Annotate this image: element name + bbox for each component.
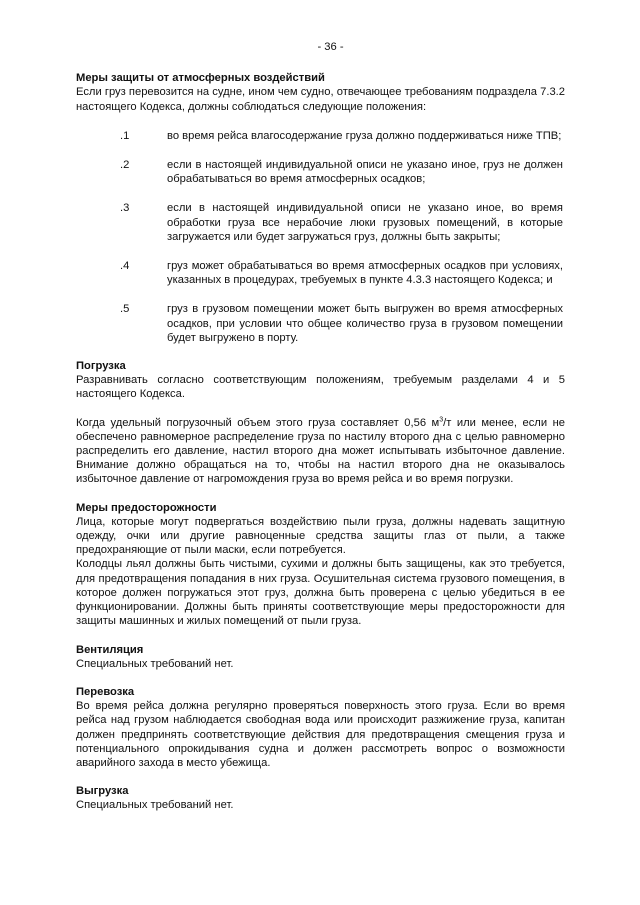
list-item-text: груз может обрабатываться во время атмосферных осадков при условиях, указанных в процедурах, требуемых в пункте 4.3.3 настоящего Кодекса; и	[167, 260, 563, 287]
carriage-section	[76, 685, 565, 770]
precautions-heading: Меры предосторожности	[76, 501, 217, 514]
loading-section	[76, 359, 565, 487]
carriage-text: Во время рейса должна регулярно проверяться поверхность этого груза. Если во время рейса над грузом наблюдается свободная вода или происходит разжижение груза, капитан должен предпринять соответствующие действия для предотвращения смещения груза и потенциального опрокидывания судна и должен рассмотреть вопрос о возможности аварийного захода в место убежища.	[76, 700, 565, 769]
list-item-number: .5	[120, 303, 130, 316]
list-item-number: .4	[120, 260, 130, 273]
list-item-text: если в настоящей индивидуальной описи не указано иное, во время обработки груза все нерабочие люки грузовых помещений, в которые загружается или будет загружаться груз, должны быть закрыты;	[167, 202, 563, 243]
list-item-text: если в настоящей индивидуальной описи не указано иное, груз не должен обрабатываться во время атмосферных осадков;	[167, 159, 563, 186]
precautions-section	[76, 501, 565, 629]
list-item	[76, 302, 565, 345]
list-item-number: .2	[120, 159, 130, 172]
list-item	[76, 201, 565, 244]
list-item-text: во время рейса влагосодержание груза должно поддерживаться ниже ТПВ;	[167, 129, 562, 142]
list-item-number: .3	[120, 202, 130, 215]
precautions-para-2: Колодцы льял должны быть чистыми, сухими и должны быть защищены, как это требуется, для предотвращения попадания в них груза. Осушительная система грузового помещения, в которое должен погружаться этот груз, должна быть проверена с целью убедиться в ее функционировании. Должны быть приняты соответствующие меры предосторожности для защиты машинных и жилых помещений от пыли груза.	[76, 558, 565, 628]
discharge-text: Специальных требований нет.	[76, 799, 234, 812]
weather-intro: Если груз перевозится на судне, ином чем судно, отвечающее требованиям подраздела 7.3.2 настоящего Кодекса, должны соблюдаться следующие положения:	[76, 86, 565, 113]
list-item	[76, 158, 565, 186]
cubic-superscript: 3	[439, 415, 444, 423]
list-item	[76, 259, 565, 287]
loading-heading: Погрузка	[76, 360, 126, 373]
weather-list	[76, 129, 565, 345]
document-page	[76, 40, 565, 827]
page-number: - 36 -	[317, 41, 344, 53]
discharge-heading: Выгрузка	[76, 785, 129, 798]
loading-para-2	[76, 416, 565, 487]
list-item-number: .1	[120, 129, 130, 142]
list-item	[76, 129, 565, 143]
loading-para-1: Разравнивать согласно соответствующим положениям, требуемым разделами 4 и 5 настоящего Кодекса.	[76, 374, 565, 401]
precautions-para-1: Лица, которые могут подвергаться воздействию пыли груза, должны надевать защитную одежду, очки или другие равноценные средства защиты глаз от пыли, а также предохраняющие от пыли маски, если потребуется.	[76, 515, 565, 557]
loading-para-2-end: /т или менее, если не обеспечено равномерное распределение груза по настилу второго дна с целью равномерно распределить его давление, настил второго дна может испытывать избыточное давление. Внимание должно обращаться на то, чтобы на настил второго дна не оказывалось избыточное давление от нагромождения груза во время рейса и во время погрузки.	[76, 416, 565, 486]
ventilation-text: Специальных требований нет.	[76, 657, 234, 670]
discharge-section	[76, 784, 565, 812]
loading-para-2-start: Когда удельный погрузочный объем этого груза составляет 0,56 м	[76, 416, 440, 429]
ventilation-section	[76, 643, 565, 671]
weather-section	[76, 71, 565, 345]
ventilation-heading: Вентиляция	[76, 643, 144, 656]
carriage-heading: Перевозка	[76, 685, 135, 698]
weather-heading: Меры защиты от атмосферных воздействий	[76, 72, 325, 85]
list-item-text: груз в грузовом помещении может быть выгружен во время атмосферных осадков, при условии что общее количество груза в грузовом помещении будет выгружено в порту.	[167, 303, 563, 344]
